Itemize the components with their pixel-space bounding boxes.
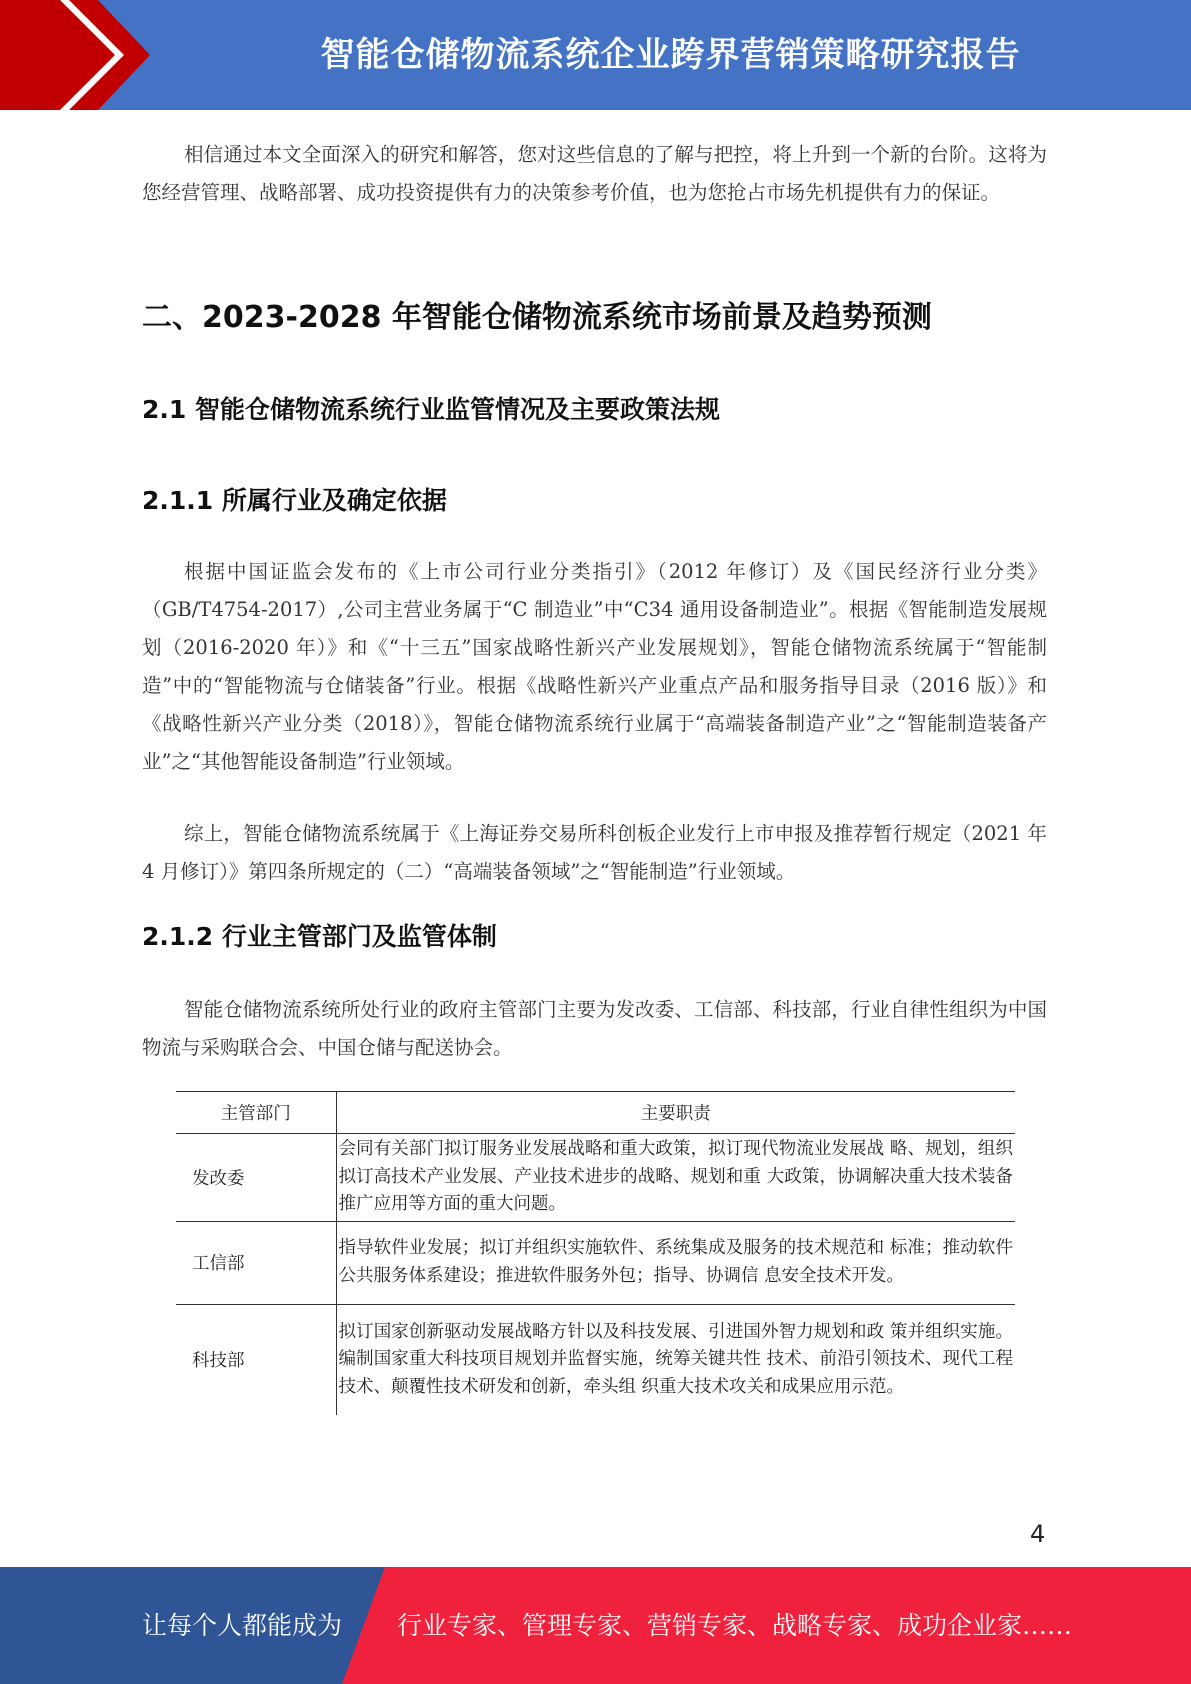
footer-slogan-right: 行业专家、管理专家、营销专家、战略专家、成功企业家…… (397, 1611, 1073, 1640)
table-cell-dept: 工信部 (176, 1221, 336, 1304)
subsection-heading-2-1-1: 2.1.1 所属行业及确定依据 (142, 486, 447, 515)
subsection-heading-2-1: 2.1 智能仓储物流系统行业监管情况及主要政策法规 (142, 395, 720, 424)
table-header-duty: 主要职责 (336, 1092, 1015, 1134)
table-header-dept: 主管部门 (176, 1092, 336, 1134)
section-heading: 二、2023-2028 年智能仓储物流系统市场前景及趋势预测 (142, 300, 932, 335)
intro-paragraph: 相信通过本文全面深入的研究和解答，您对这些信息的了解与把控，将上升到一个新的台阶。这将为您经营管理、战略部署、成功投资提供有力的决策参考价值，也为您抢占市场先机提供有力的保证。 (142, 143, 1047, 204)
subsection-heading-2-1-2: 2.1.2 行业主管部门及监管体制 (142, 922, 497, 951)
table-row (176, 1304, 1015, 1415)
table-row (176, 1221, 1015, 1304)
table-cell-duty: 会同有关部门拟订服务业发展战略和重大政策，拟订现代物流业发展战 略、规划，组织拟订高技术产业发展、产业技术进步的战略、规划和重 大政策，协调解决重大技术装备推广应用等方面的重大问题。 (336, 1134, 1015, 1222)
regulators-table (176, 1091, 1015, 1415)
table-cell-duty: 指导软件业发展；拟订并组织实施软件、系统集成及服务的技术规范和 标准；推动软件公共服务体系建设；推进软件服务外包；指导、协调信 息安全技术开发。 (336, 1221, 1015, 1304)
report-title: 智能仓储物流系统企业跨界营销策略研究报告 (320, 35, 1021, 75)
footer-slogan-left: 让每个人都能成为 (142, 1611, 343, 1640)
paragraph-summary: 综上，智能仓储物流系统属于《上海证券交易所科创板企业发行上市申报及推荐暂行规定（2021 年 4 月修订）》第四条所规定的（二）“高端装备领域”之“智能制造”行业领域。 (142, 822, 1047, 883)
footer-banner (0, 1567, 1191, 1684)
table-cell-duty: 拟订国家创新驱动发展战略方针以及科技发展、引进国外智力规划和政 策并组织实施。编制国家重大科技项目规划并监督实施，统筹关键共性 技术、前沿引领技术、现代工程技术、颠覆性技术研发和创新，牵头组 织重大技术攻关和成果应用示范。 (338, 1321, 1013, 1397)
table-header-row (176, 1092, 1015, 1134)
table-cell-dept: 发改委 (176, 1134, 336, 1222)
table-cell-dept: 科技部 (176, 1304, 336, 1415)
paragraph-industry-classification: 根据中国证监会发布的《上市公司行业分类指引》（2012 年修订）及《国民经济行业分类》（GB/T4754-2017）,公司主营业务属于“C 制造业”中“C34 通用设备制造业”。根据《智能制造发展规划（2016-2020 年）》和《“十三五”国家战略性新兴产业发展规划》，智能仓储物流系统属于“智能制造”中的“智能物流与仓储装备”行业。根据《战略性新兴产业重点产品和服务指导目录（2016 版）》和《战略性新兴产业分类（2018）》，智能仓储物流系统行业属于“高端装备制造产业”之“智能制造装备产业”之“其他智能设备制造”行业领域。 (142, 560, 1047, 773)
page-number: 4 (1030, 1520, 1046, 1548)
red-chevron-decoration (0, 0, 150, 110)
paragraph-regulators: 智能仓储物流系统所处行业的政府主管部门主要为发改委、工信部、科技部，行业自律性组织为中国物流与采购联合会、中国仓储与配送协会。 (142, 998, 1047, 1059)
header-banner (0, 0, 1191, 110)
table-row (176, 1134, 1015, 1222)
